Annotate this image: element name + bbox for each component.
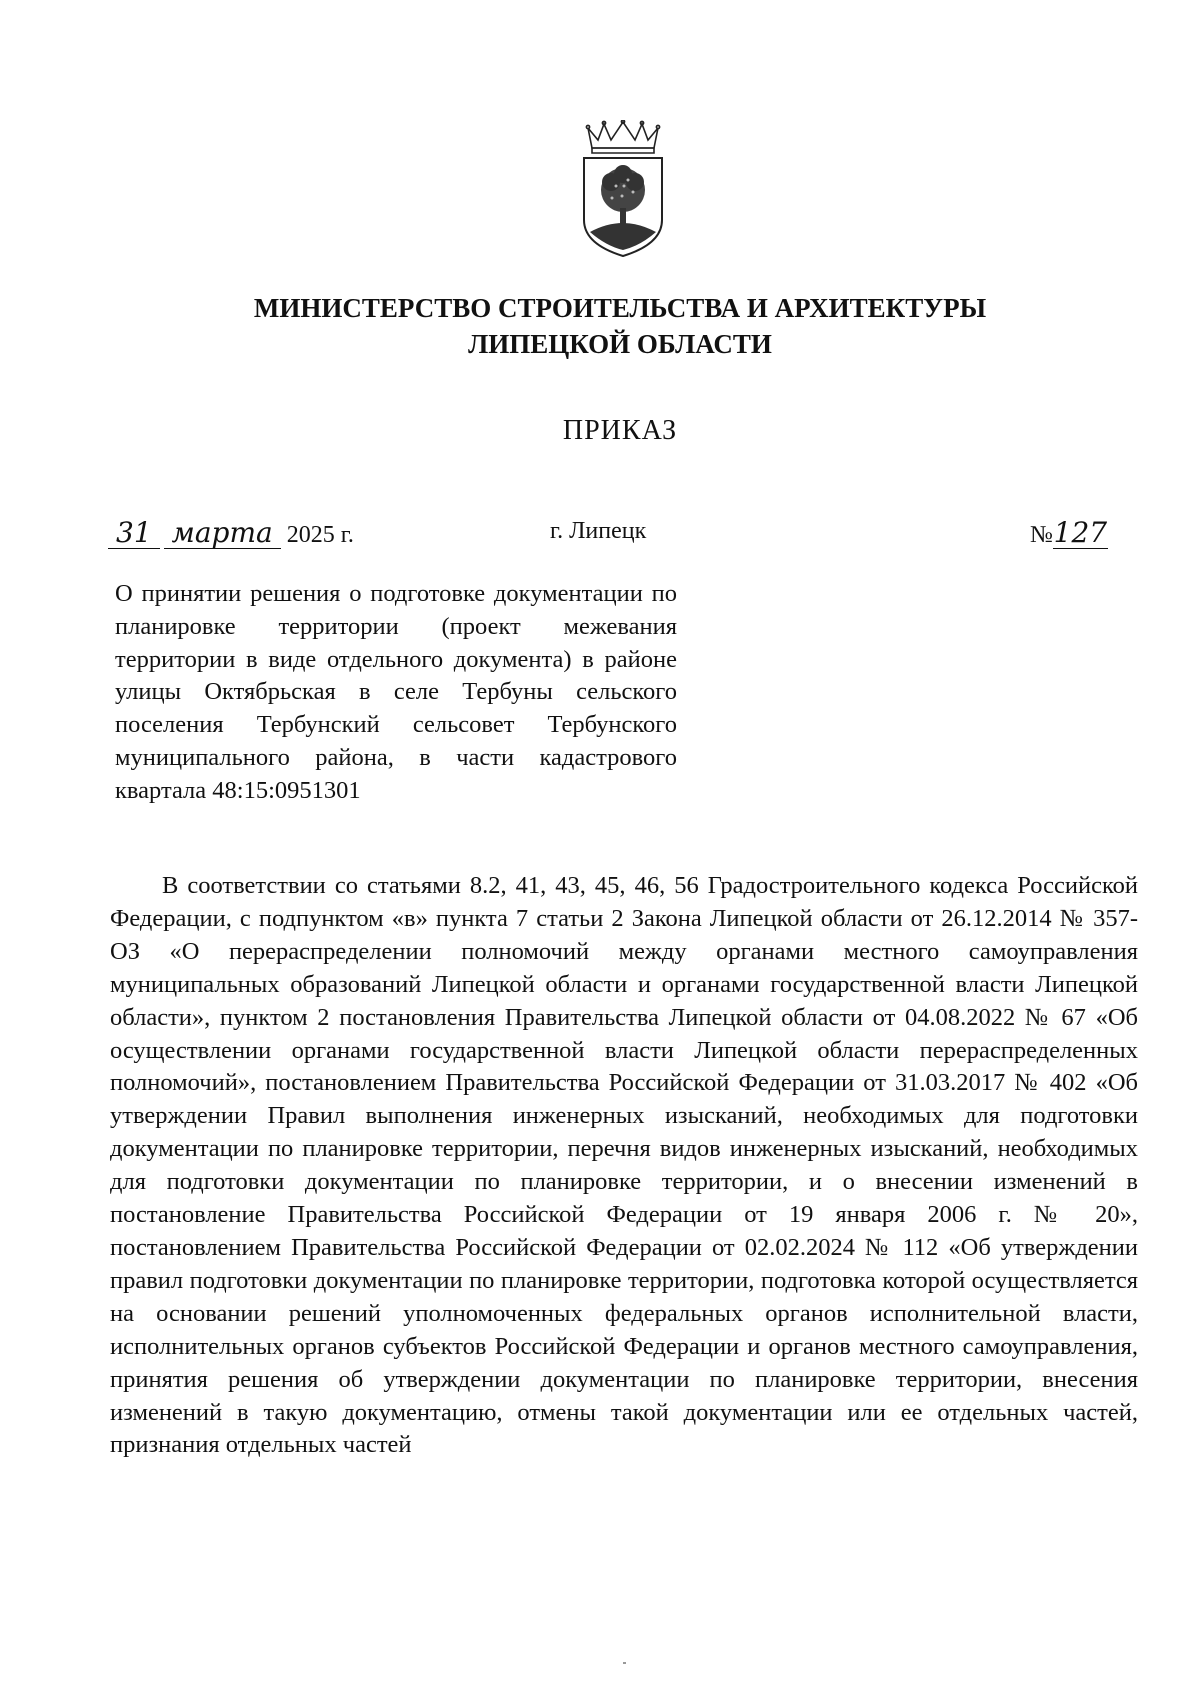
number-handwritten: 127 — [1053, 516, 1108, 549]
date-year: 2025 г. — [286, 522, 354, 548]
coat-of-arms-emblem — [578, 120, 668, 258]
order-body-paragraph: В соответствии со статьями 8.2, 41, 43, 45, 46, 56 Градостроительного кодекса Российской Федерации, с подпунктом «в» пункта 7 статьи 2 Закона Липецкой области от 26.12.2014 № 357-ОЗ «О перераспределении полномочий между органами местного самоуправления муниципальных образований Липецкой области и органами государственной власти Липецкой области», пунктом 2 постановления Правительства Липецкой области от 04.08.2022 № 67 «Об осуществлении органами государственной власти Липецкой области перераспределенных полномочий», постановлением Правительства Российской Федерации от 31.03.2017 № 402 «Об утверждении Правил выполнения инженерных изысканий, необходимых для подготовки документации по планировке территории, перечня видов инженерных изысканий, необходимых для подготовки документации по планировке территории, и о внесении изменений в постановление Правительства Российской Федерации от 19 января 2006 г. № 20», постановлением Правительства Российской Федерации от 02.02.2024 № 112 «Об утверждении правил подготовки документации по планировке территории, подготовка которой осуществляется на основании решений уполномоченных федеральных органов исполнительной власти, исполнительных органов субъектов Российской Федерации и органов местного самоуправления, принятия решения об утверждении документации по планировке территории, внесения изменений в такую документацию, отмены такой документации или ее отдельных частей, признания отдельных частей — [110, 872, 1138, 1459]
number-prefix: № — [1030, 522, 1053, 548]
org-name-line1: МИНИСТЕРСТВО СТРОИТЕЛЬСТВА И АРХИТЕКТУРЫ — [253, 293, 987, 323]
order-date — [108, 518, 354, 549]
document-type: ПРИКАЗ — [562, 415, 678, 446]
scan-speck — [623, 1662, 626, 1664]
date-month-handwritten: марта — [164, 518, 281, 549]
org-name-line2: ЛИПЕЦКОЙ ОБЛАСТИ — [468, 329, 772, 359]
order-city: г. Липецк — [550, 518, 647, 544]
date-day-handwritten: 31 — [108, 518, 160, 549]
organization-title — [0, 290, 1200, 362]
order-number — [1030, 518, 1108, 549]
order-subject: О принятии решения о подготовке документации по планировке территории (проект межевания территории в виде отдельного документа) в районе улицы Октябрьская в селе Тербуны сельского поселения Тербунский сельсовет Тербунского муниципального района, в части кадастрового квартала 48:15:0951301 — [115, 580, 677, 804]
